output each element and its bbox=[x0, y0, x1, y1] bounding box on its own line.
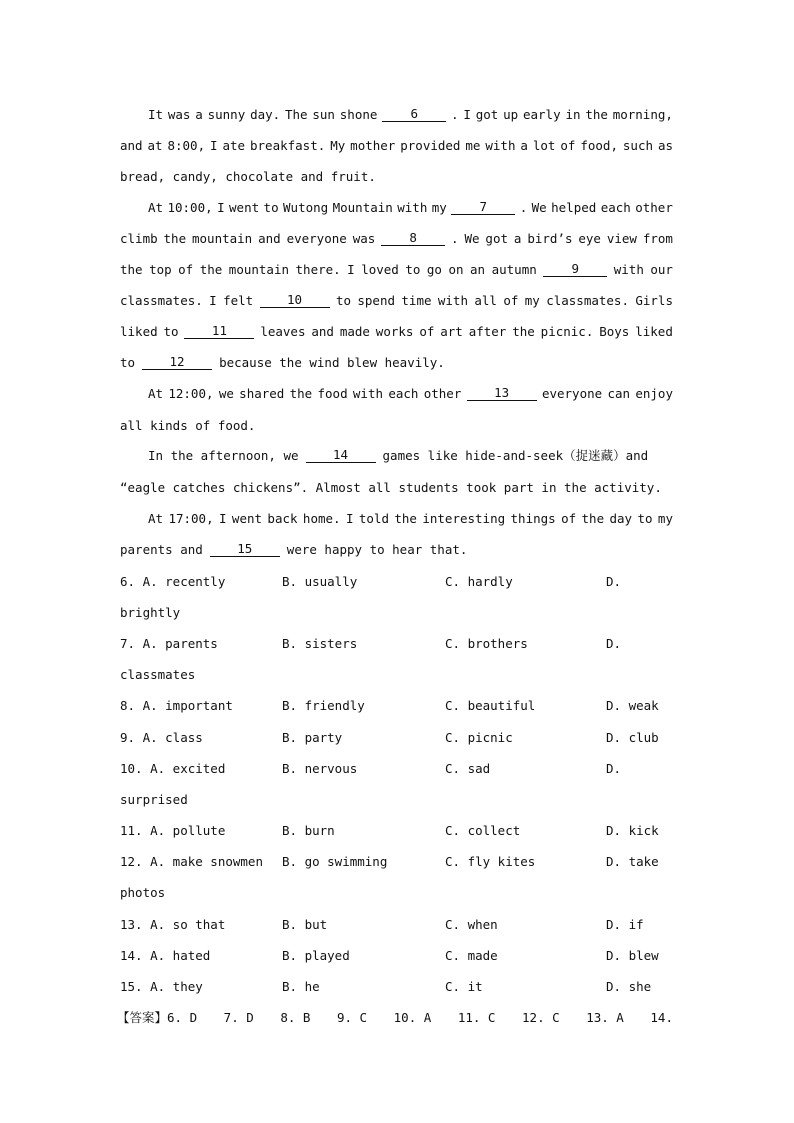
word: was bbox=[167, 107, 191, 122]
word: view bbox=[606, 231, 637, 246]
option-9-C: C. picnic bbox=[445, 730, 513, 745]
word: spend bbox=[357, 293, 396, 308]
word: leaves bbox=[260, 324, 306, 339]
word: at bbox=[147, 138, 163, 153]
word: the bbox=[199, 262, 223, 277]
answer-label: 【答案】 bbox=[117, 1010, 168, 1025]
text-segment: games like hide-and-seek（捉迷藏）and bbox=[382, 448, 649, 463]
word: our bbox=[650, 262, 673, 277]
blank-9: 9 bbox=[543, 261, 607, 277]
word: things bbox=[510, 511, 556, 526]
word: I bbox=[217, 200, 225, 215]
word: of bbox=[503, 293, 519, 308]
word: I bbox=[219, 511, 227, 526]
word: the bbox=[289, 386, 313, 401]
word: a bbox=[195, 107, 203, 122]
word: picnic. bbox=[540, 324, 594, 339]
word: the bbox=[512, 324, 535, 339]
word: on bbox=[448, 262, 464, 277]
word: We bbox=[464, 231, 480, 246]
word: can bbox=[607, 386, 631, 401]
option-7-A: 7. A. parents bbox=[120, 636, 218, 651]
word: mother bbox=[350, 138, 396, 153]
word: day. bbox=[250, 107, 281, 122]
answer-item: 8. B bbox=[280, 1010, 311, 1025]
option-10-D: D. bbox=[606, 761, 622, 776]
blank-10: 10 bbox=[260, 292, 330, 308]
word: classmates. bbox=[120, 293, 203, 308]
word: 8:00, bbox=[167, 138, 206, 153]
option-12-A: 12. A. make snowmen bbox=[120, 854, 263, 869]
word: to bbox=[637, 511, 653, 526]
option-15-C: C. it bbox=[445, 979, 483, 994]
word: enjoy bbox=[635, 386, 673, 401]
word: I bbox=[210, 138, 218, 153]
word: . bbox=[451, 231, 459, 246]
answer-item: 9. C bbox=[336, 1010, 368, 1025]
word: mountain bbox=[192, 231, 253, 246]
word: 10:00, bbox=[167, 200, 213, 215]
option-6-C: C. hardly bbox=[445, 574, 513, 589]
word: was bbox=[352, 231, 376, 246]
word: . bbox=[451, 107, 459, 122]
word: other bbox=[423, 386, 462, 401]
option-wrap: photos bbox=[120, 885, 166, 900]
word: time bbox=[401, 293, 432, 308]
option-11-B: B. burn bbox=[282, 823, 335, 838]
word: and bbox=[120, 138, 143, 153]
word: a bbox=[513, 231, 522, 246]
word: made bbox=[339, 324, 370, 339]
word: Mountain bbox=[332, 200, 393, 215]
word: helped bbox=[551, 200, 597, 215]
word: got bbox=[485, 231, 508, 246]
word: there. bbox=[295, 262, 341, 277]
word: all bbox=[474, 293, 497, 308]
option-9-D: D. club bbox=[606, 730, 659, 745]
word: felt bbox=[223, 293, 254, 308]
option-7-D: D. bbox=[606, 636, 622, 651]
blank-11: 11 bbox=[184, 323, 254, 339]
word: with bbox=[485, 138, 516, 153]
word: as bbox=[657, 138, 673, 153]
passage-line bbox=[120, 541, 673, 559]
passage-line bbox=[120, 479, 673, 497]
word: At bbox=[148, 511, 164, 526]
word: to bbox=[163, 324, 179, 339]
word: an bbox=[470, 262, 486, 277]
word: day bbox=[609, 511, 633, 526]
passage-line bbox=[148, 510, 673, 528]
option-14-A: 14. A. hated bbox=[120, 948, 211, 963]
option-12-D: D. take bbox=[606, 854, 659, 869]
word: the bbox=[163, 231, 187, 246]
word: home. bbox=[302, 511, 341, 526]
word: sun bbox=[312, 107, 335, 122]
word: back bbox=[267, 511, 298, 526]
blank-14: 14 bbox=[306, 447, 376, 463]
option-8-B: B. friendly bbox=[282, 698, 365, 713]
word: with bbox=[613, 262, 644, 277]
option-12-B: B. go swimming bbox=[282, 854, 388, 869]
blank-15: 15 bbox=[210, 541, 280, 557]
option-wrap: brightly bbox=[120, 605, 181, 620]
word: works bbox=[375, 324, 414, 339]
word: The bbox=[284, 107, 308, 122]
word: and bbox=[258, 231, 281, 246]
passage-line bbox=[120, 168, 673, 186]
word: top bbox=[149, 262, 172, 277]
option-9-A: 9. A. class bbox=[120, 730, 203, 745]
word: I bbox=[209, 293, 217, 308]
option-11-D: D. kick bbox=[606, 823, 659, 838]
option-6-D: D. bbox=[606, 574, 622, 589]
option-7-C: C. brothers bbox=[445, 636, 528, 651]
word: My bbox=[330, 138, 346, 153]
text-segment: parents and bbox=[120, 542, 203, 557]
word: 17:00, bbox=[168, 511, 214, 526]
passage-line bbox=[120, 230, 673, 248]
word: my bbox=[657, 511, 673, 526]
option-9-B: B. party bbox=[282, 730, 343, 745]
option-8-A: 8. A. important bbox=[120, 698, 233, 713]
word: a bbox=[520, 138, 528, 153]
option-8-C: C. beautiful bbox=[445, 698, 536, 713]
word: with bbox=[397, 200, 428, 215]
word: Wutong bbox=[283, 200, 329, 215]
option-14-D: D. blew bbox=[606, 948, 659, 963]
word: got bbox=[475, 107, 499, 122]
option-6-A: 6. A. recently bbox=[120, 574, 226, 589]
blank-12: 12 bbox=[142, 354, 212, 370]
blank-13: 13 bbox=[467, 385, 537, 401]
option-13-D: D. if bbox=[606, 917, 644, 932]
word: ate bbox=[222, 138, 246, 153]
word: the bbox=[581, 511, 605, 526]
word: of bbox=[419, 324, 435, 339]
answer-item: 11. C bbox=[457, 1010, 496, 1025]
word: Boys bbox=[599, 324, 630, 339]
word: At bbox=[148, 200, 164, 215]
text-segment: bread, candy, chocolate and fruit. bbox=[120, 169, 376, 184]
word: went bbox=[231, 511, 263, 526]
word: went bbox=[229, 200, 260, 215]
word: told bbox=[358, 511, 389, 526]
blank-6: 6 bbox=[382, 106, 446, 122]
word: food bbox=[317, 386, 348, 401]
word: interesting bbox=[422, 511, 506, 526]
answer-item: 6. D bbox=[167, 1010, 198, 1025]
word: go bbox=[426, 262, 442, 277]
passage-line bbox=[148, 106, 673, 124]
word: mountain bbox=[228, 262, 290, 277]
option-15-D: D. she bbox=[606, 979, 652, 994]
option-14-C: C. made bbox=[445, 948, 498, 963]
text-segment: to bbox=[120, 355, 136, 370]
blank-7: 7 bbox=[451, 199, 515, 215]
passage-line bbox=[120, 323, 673, 341]
option-6-B: B. usually bbox=[282, 574, 358, 589]
passage-line bbox=[148, 199, 673, 217]
passage-line bbox=[120, 354, 673, 372]
passage-line bbox=[120, 417, 673, 435]
word: up bbox=[503, 107, 519, 122]
word: the bbox=[120, 262, 143, 277]
word: with bbox=[437, 293, 468, 308]
word: other bbox=[635, 200, 673, 215]
word: breakfast. bbox=[250, 138, 326, 153]
word: me bbox=[465, 138, 481, 153]
word: the bbox=[585, 107, 608, 122]
word: in bbox=[565, 107, 581, 122]
word: and bbox=[311, 324, 334, 339]
answer-item: 14. bbox=[650, 1010, 673, 1025]
answer-line bbox=[117, 1009, 673, 1027]
word: . bbox=[519, 200, 528, 215]
word: provided bbox=[400, 138, 461, 153]
passage-line bbox=[148, 385, 673, 403]
option-11-C: C. collect bbox=[445, 823, 521, 838]
word: liked bbox=[120, 324, 158, 339]
word: Girls bbox=[635, 293, 673, 308]
passage-line bbox=[148, 447, 673, 465]
word: everyone bbox=[286, 231, 347, 246]
passage-line bbox=[120, 137, 673, 155]
word: eye bbox=[578, 231, 601, 246]
text-segment: were happy to hear that. bbox=[286, 542, 468, 557]
text-segment: all kinds of food. bbox=[120, 418, 256, 433]
passage-line bbox=[120, 261, 673, 279]
blank-8: 8 bbox=[381, 230, 445, 246]
word: I bbox=[463, 107, 471, 122]
text-segment: In the afternoon, we bbox=[148, 448, 299, 463]
word: everyone bbox=[541, 386, 603, 401]
answer-first bbox=[117, 1009, 197, 1027]
word: from bbox=[642, 231, 673, 246]
word: I bbox=[347, 262, 355, 277]
word: my bbox=[431, 200, 447, 215]
word: classmates. bbox=[546, 293, 629, 308]
word: we bbox=[218, 386, 234, 401]
option-10-C: C. sad bbox=[445, 761, 491, 776]
word: climb bbox=[120, 231, 158, 246]
option-10-A: 10. A. excited bbox=[120, 761, 226, 776]
option-14-B: B. played bbox=[282, 948, 350, 963]
word: loved bbox=[361, 262, 399, 277]
text-segment: “eagle catches chickens”. Almost all students took part in the activity. bbox=[120, 480, 662, 495]
word: food, bbox=[580, 138, 618, 153]
option-11-A: 11. A. pollute bbox=[120, 823, 226, 838]
word: after bbox=[468, 324, 507, 339]
word: with bbox=[352, 386, 384, 401]
word: I bbox=[345, 511, 354, 526]
word: autumn bbox=[491, 262, 537, 277]
word: It bbox=[148, 107, 164, 122]
option-wrap: surprised bbox=[120, 792, 188, 807]
option-15-A: 15. A. they bbox=[120, 979, 203, 994]
word: to bbox=[405, 262, 421, 277]
answer-item: 10. A bbox=[393, 1010, 432, 1025]
word: shone bbox=[339, 107, 378, 122]
word: lot bbox=[532, 138, 556, 153]
option-wrap: classmates bbox=[120, 667, 196, 682]
word: morning, bbox=[612, 107, 673, 122]
answer-item: 13. A bbox=[586, 1010, 624, 1025]
option-13-A: 13. A. so that bbox=[120, 917, 226, 932]
option-13-C: C. when bbox=[445, 917, 498, 932]
word: to bbox=[335, 293, 351, 308]
word: sunny bbox=[207, 107, 246, 122]
word: such bbox=[622, 138, 654, 153]
passage-line bbox=[120, 292, 673, 310]
word: We bbox=[531, 200, 547, 215]
text-segment: because the wind blew heavily. bbox=[219, 355, 445, 370]
word: of bbox=[560, 138, 576, 153]
word: to bbox=[263, 200, 279, 215]
option-12-C: C. fly kites bbox=[445, 854, 536, 869]
answer-item: 12. C bbox=[522, 1010, 560, 1025]
word: of bbox=[178, 262, 194, 277]
word: art bbox=[440, 324, 463, 339]
word: the bbox=[394, 511, 417, 526]
word: each bbox=[600, 200, 631, 215]
word: At bbox=[148, 386, 164, 401]
answer-item: 7. D bbox=[223, 1010, 254, 1025]
word: my bbox=[524, 293, 540, 308]
option-15-B: B. he bbox=[282, 979, 320, 994]
word: liked bbox=[635, 324, 673, 339]
word: 12:00, bbox=[168, 386, 214, 401]
word: bird’s bbox=[527, 231, 573, 246]
option-10-B: B. nervous bbox=[282, 761, 358, 776]
option-13-B: B. but bbox=[282, 917, 328, 932]
option-7-B: B. sisters bbox=[282, 636, 358, 651]
word: of bbox=[561, 511, 577, 526]
word: shared bbox=[239, 386, 285, 401]
word: each bbox=[388, 386, 419, 401]
option-8-D: D. weak bbox=[606, 698, 659, 713]
word: early bbox=[522, 107, 561, 122]
